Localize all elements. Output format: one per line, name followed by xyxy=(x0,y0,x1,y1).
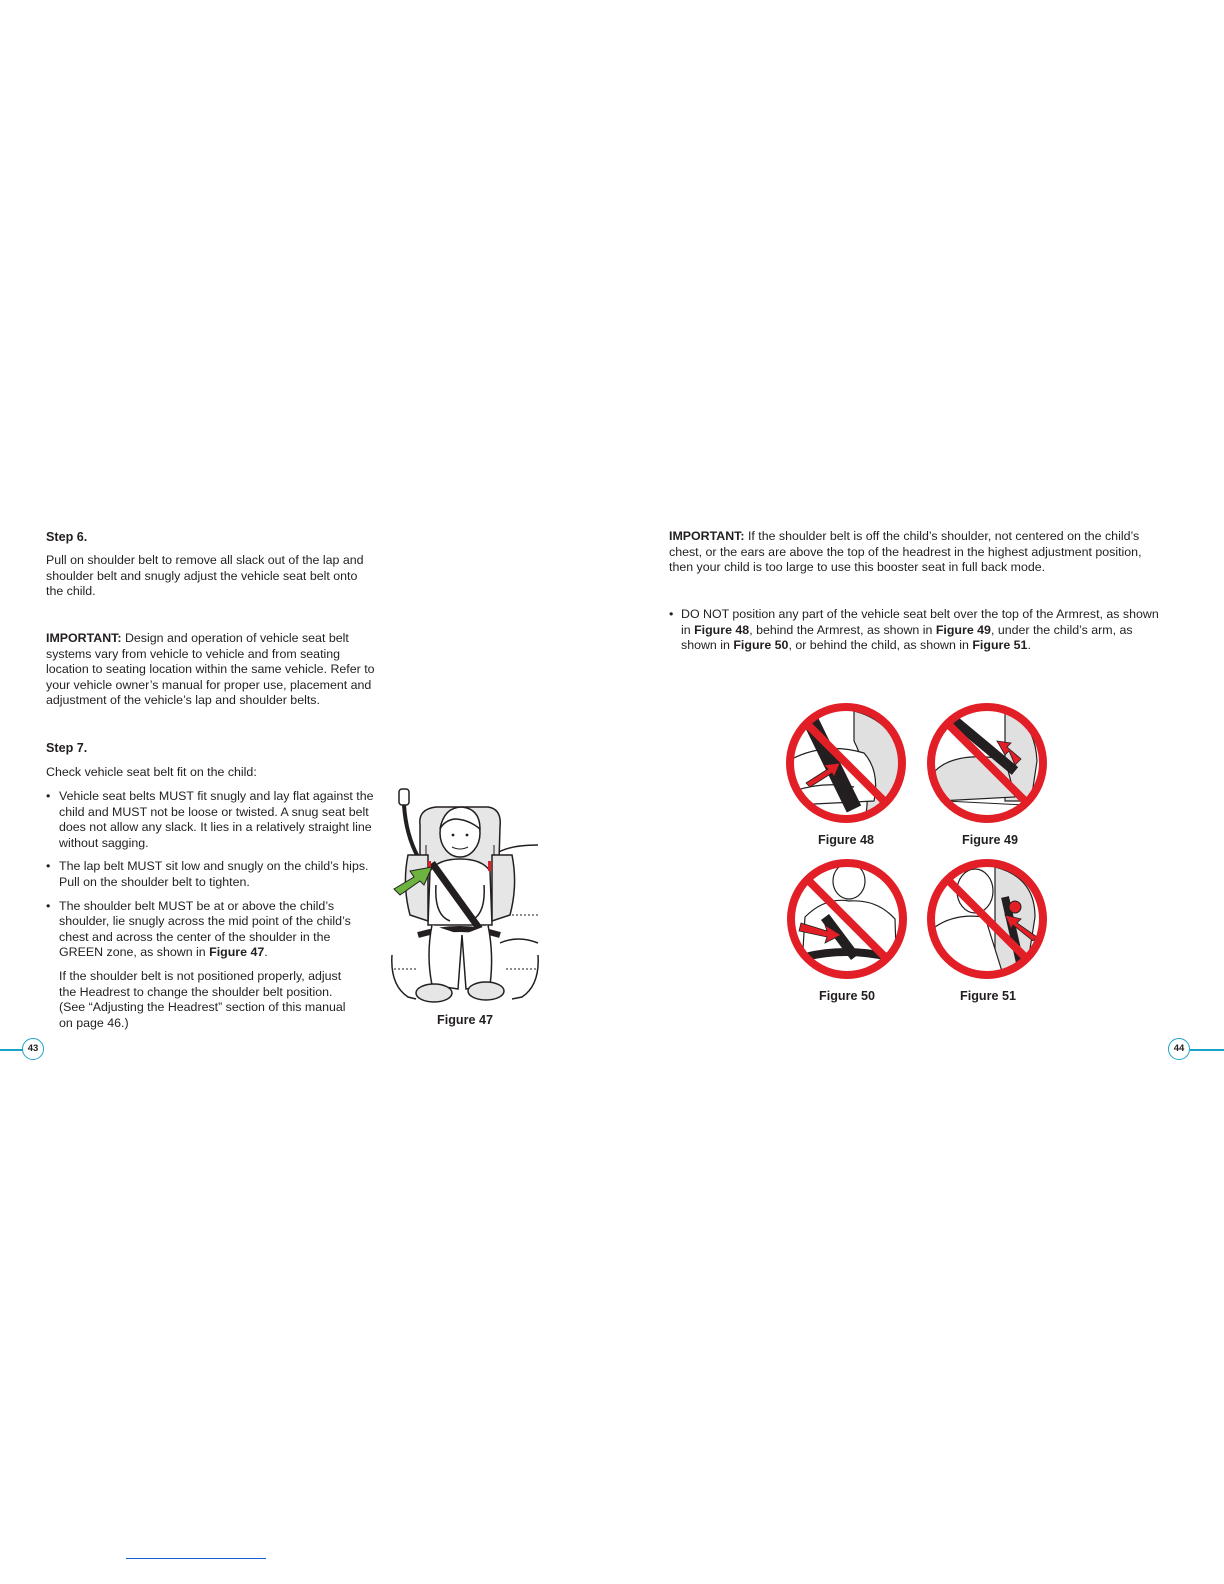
step-7-title: Step 7. xyxy=(46,741,88,755)
bullet-text: , or behind the child, as shown in xyxy=(788,638,973,653)
figure-47-illustration xyxy=(388,785,540,1011)
important-note-right xyxy=(669,529,1169,576)
bullet-glyph: • xyxy=(46,898,51,913)
bullet-glyph: • xyxy=(669,607,674,621)
page-number-rule xyxy=(1190,1049,1224,1051)
prohibition-icon xyxy=(925,701,1049,825)
list-item xyxy=(46,899,377,961)
bullet-text: DO NOT position any part of the vehicle seat belt over the top of the Armrest, as shown in xyxy=(681,607,1159,637)
step-6-body: Pull on shoulder belt to remove all slack out of the lap and shoulder belt and snugly adjust the vehicle seat belt onto the child. xyxy=(46,553,364,599)
important-label: IMPORTANT: xyxy=(669,529,745,543)
figure-reference: Figure 48 xyxy=(694,622,750,637)
figure-47-caption: Figure 47 xyxy=(437,1013,493,1027)
booster-seat-child-illustration xyxy=(388,785,540,1011)
figure-reference: Figure 51 xyxy=(972,638,1028,653)
figure-48-illustration xyxy=(784,701,908,825)
bullet-text: . xyxy=(1027,638,1031,653)
figure-51-illustration xyxy=(925,857,1049,981)
figure-50-caption: Figure 50 xyxy=(819,989,875,1003)
figure-reference: Figure 47 xyxy=(209,945,265,960)
bullet-glyph: • xyxy=(46,789,51,803)
bullet-text: Vehicle seat belts MUST fit snugly and lay flat against the child and MUST not be loose or twisted. A snug seat belt does not allow any slack. It lies in a relatively straight line without sagging. xyxy=(59,789,374,850)
figure-reference: Figure 50 xyxy=(733,638,789,653)
figure-48-caption: Figure 48 xyxy=(818,833,874,847)
list-item xyxy=(46,859,377,890)
prohibition-icon xyxy=(925,857,1049,981)
bottom-rule xyxy=(126,1558,266,1559)
figure-50-illustration xyxy=(785,857,909,981)
bullet-text: The shoulder belt MUST be at or above the child’s shoulder, lie snugly across the mid point of the child’s chest and across the center of the shoulder in the GREEN zone, as shown in xyxy=(59,898,351,960)
bullet-text: , under the child’s arm, as shown in xyxy=(681,622,1133,653)
important-text: If the shoulder belt is off the child’s shoulder, not centered on the child’s chest, or the ears are above the top of the headrest in the highest adjustment position, then your child is too large to use this booster seat in full back mode. xyxy=(669,529,1142,575)
important-text: Design and operation of vehicle seat belt systems vary from vehicle to vehicle and from seating location to seating location within the same vehicle. Refer to your vehicle owner’s manual for proper use, placement and adjustment of the vehicle’s lap and shoulder belts. xyxy=(46,631,375,708)
prohibition-icon xyxy=(784,701,908,825)
page-number: 44 xyxy=(1168,1038,1190,1060)
important-label: IMPORTANT: xyxy=(46,631,122,645)
bullet-text: The lap belt MUST sit low and snugly on the child’s hips. Pull on the shoulder belt to tighten. xyxy=(59,859,369,889)
headrest-note: If the shoulder belt is not positioned properly, adjust the Headrest to change the shoulder belt position. (See “Adjusting the Headrest” section of this manual on page 46.) xyxy=(59,968,346,1030)
bullet-glyph: • xyxy=(46,859,51,874)
page-number: 43 xyxy=(22,1038,44,1060)
bullet-text-end: . xyxy=(264,945,268,960)
bullet-text: , behind the Armrest, as shown in xyxy=(749,622,936,637)
important-note-left xyxy=(46,631,376,709)
list-item xyxy=(46,789,377,851)
do-not-bullet xyxy=(669,607,1169,654)
figure-51-caption: Figure 51 xyxy=(960,989,1016,1003)
step-6-title: Step 6. xyxy=(46,530,88,544)
step-7-intro: Check vehicle seat belt fit on the child: xyxy=(46,765,257,779)
figure-49-caption: Figure 49 xyxy=(962,833,1018,847)
page-number-rule xyxy=(0,1049,24,1051)
prohibition-icon xyxy=(785,857,909,981)
step-7-bullet-list xyxy=(46,789,377,1031)
figure-reference: Figure 49 xyxy=(935,622,991,637)
figure-49-illustration xyxy=(925,701,1049,825)
